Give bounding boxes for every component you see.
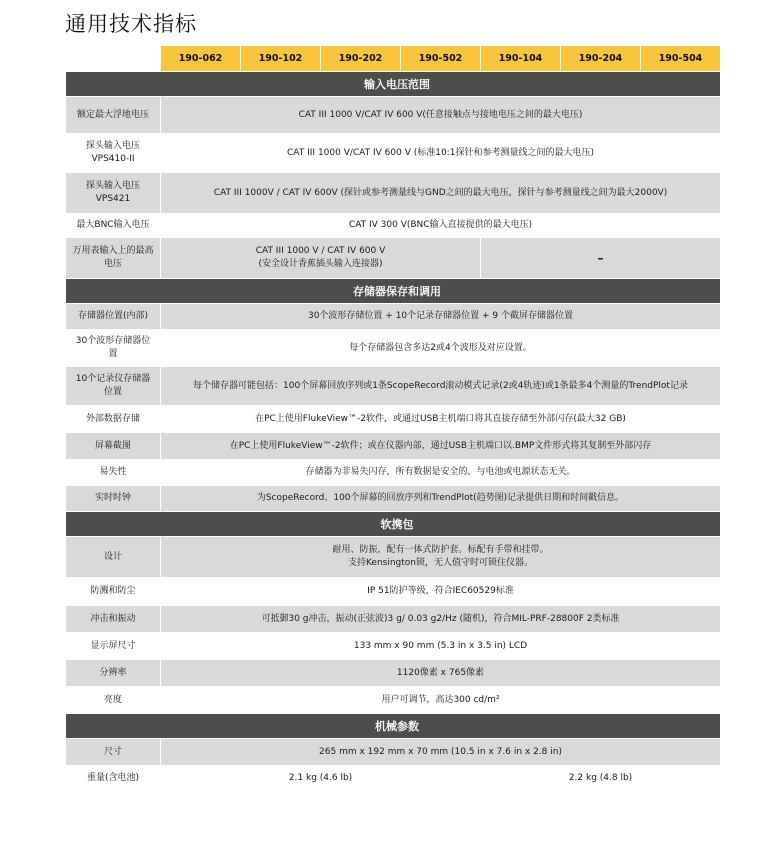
- row-value: 133 mm x 90 mm (5.3 in x 3.5 in) LCD: [161, 633, 721, 660]
- table-row: [66, 214, 721, 238]
- row-label: 探头输入电压 VPS410-II: [66, 134, 161, 173]
- row-value: 1120像素 x 765像素: [161, 660, 721, 687]
- table-row: [66, 406, 721, 433]
- table-row: [66, 486, 721, 512]
- row-value: 在PC上使用FlukeView™-2软件；或在仪器内部，通过USB主机端口以.BMP文件形式将其复制至外部闪存: [161, 433, 721, 460]
- row-value: CAT III 1000 V/CAT IV 600 V (标准10:1探针和参考测量线之间的最大电压): [161, 134, 721, 173]
- model-190-102: 190-102: [241, 46, 321, 72]
- row-value: [161, 238, 481, 279]
- page-title: 通用技术指标: [65, 12, 197, 36]
- row-label: 显示屏尺寸: [66, 633, 161, 660]
- row-label: 冲击和振动: [66, 606, 161, 633]
- model-190-502: 190-502: [401, 46, 481, 72]
- row-value: IP 51防护等级，符合IEC60529标准: [161, 578, 721, 606]
- table-row: [66, 238, 721, 279]
- table-row: [66, 633, 721, 660]
- section-memory: [66, 279, 721, 304]
- row-label: 实时时钟: [66, 486, 161, 512]
- model-190-202: 190-202: [321, 46, 401, 72]
- row-value: CAT III 1000 V/CAT IV 600 V(任意接触点与接地电压之间的最大电压): [161, 97, 721, 134]
- row-label: 探头输入电压 VPS421: [66, 173, 161, 214]
- row-label: 30个波形存储器位置: [66, 330, 161, 367]
- table-row: [66, 304, 721, 330]
- table-row: [66, 97, 721, 134]
- table-row: [66, 687, 721, 714]
- header-blank-cell: [66, 46, 161, 72]
- row-label: 易失性: [66, 460, 161, 486]
- model-190-504: 190-504: [641, 46, 721, 72]
- table-row: [66, 134, 721, 173]
- row-value: 每个储存器可能包括：100个屏幕回放序列或1条ScopeRecord滚动模式记录(2或4轨迹)或1条最多4个测量的TrendPlot记录: [161, 367, 721, 406]
- row-value: 在PC上使用FlukeView™-2软件，或通过USB主机端口将其直接存储至外部闪存(最大32 GB): [161, 406, 721, 433]
- section-title: 存储器保存和调用: [66, 279, 721, 304]
- row-value: 存储器为非易失闪存，所有数据是安全的，与电池或电源状态无关。: [161, 460, 721, 486]
- value-line-1: CAT III 1000 V / CAT IV 600 V: [255, 246, 386, 256]
- section-soft-case: [66, 512, 721, 537]
- table-row: [66, 660, 721, 687]
- row-label: 万用表输入上的最高电压: [66, 238, 161, 279]
- row-label: 存储器位置(内部): [66, 304, 161, 330]
- row-value: 为ScopeRecord、100个屏幕的回放序列和TrendPlot(趋势图)记录提供日期和时间戳信息。: [161, 486, 721, 512]
- value-line-2: 支持Kensington锁，无人值守时可锁住仪器。: [347, 558, 534, 568]
- row-value-na: –: [481, 238, 721, 279]
- row-label: 重量(含电池): [66, 766, 161, 792]
- row-label: 亮度: [66, 687, 161, 714]
- row-value: 每个存储器包含多达2或4个波形及对应设置。: [161, 330, 721, 367]
- section-title: 机械参数: [66, 714, 721, 739]
- row-label: 屏幕截图: [66, 433, 161, 460]
- row-label: 最大BNC输入电压: [66, 214, 161, 238]
- section-title: 输入电压范围: [66, 72, 721, 97]
- row-label: 10个记录仪存储器位置: [66, 367, 161, 406]
- section-mechanical: [66, 714, 721, 739]
- model-190-204: 190-204: [561, 46, 641, 72]
- table-row: [66, 766, 721, 792]
- row-label: 防溅和防尘: [66, 578, 161, 606]
- row-label: 设计: [66, 537, 161, 578]
- row-value: 用户可调节，高达300 cd/m²: [161, 687, 721, 714]
- table-row: [66, 367, 721, 406]
- model-190-104: 190-104: [481, 46, 561, 72]
- table-row: [66, 537, 721, 578]
- row-label: 尺寸: [66, 739, 161, 766]
- row-value: 可抵御30 g冲击，振动(正弦波)3 g/ 0.03 g2/Hz (随机)，符合MIL-PRF-28800F 2类标准: [161, 606, 721, 633]
- table-row: [66, 578, 721, 606]
- row-value-2ch: 2.1 kg (4.6 lb): [161, 766, 481, 792]
- section-title: 软携包: [66, 512, 721, 537]
- spec-table: [65, 45, 721, 792]
- row-value: CAT III 1000V / CAT IV 600V (探针或参考测量线与GND之间的最大电压，探针与参考测量线之间为最大2000V): [161, 173, 721, 214]
- row-value: 30个波形存储位置 + 10个记录存储器位置 + 9 个截屏存储器位置: [161, 304, 721, 330]
- row-value: 265 mm x 192 mm x 70 mm (10.5 in x 7.6 in x 2.8 in): [161, 739, 721, 766]
- row-value: CAT IV 300 V(BNC输入直接提供的最大电压): [161, 214, 721, 238]
- row-label: 额定最大浮地电压: [66, 97, 161, 134]
- table-row: [66, 460, 721, 486]
- section-input-voltage: [66, 72, 721, 97]
- row-value-4ch: 2.2 kg (4.8 lb): [481, 766, 721, 792]
- table-row: [66, 330, 721, 367]
- row-label: 分辨率: [66, 660, 161, 687]
- model-header-row: [66, 46, 721, 72]
- table-row: [66, 606, 721, 633]
- table-row: [66, 173, 721, 214]
- value-line-1: 耐用、防振，配有一体式防护套。标配有手带和挂带。: [332, 545, 549, 555]
- model-190-062: 190-062: [161, 46, 241, 72]
- table-row: [66, 739, 721, 766]
- table-row: [66, 433, 721, 460]
- row-label: 外部数据存储: [66, 406, 161, 433]
- row-value: [161, 537, 721, 578]
- value-line-2: (安全设计香蕉插头输入连接器): [258, 259, 383, 269]
